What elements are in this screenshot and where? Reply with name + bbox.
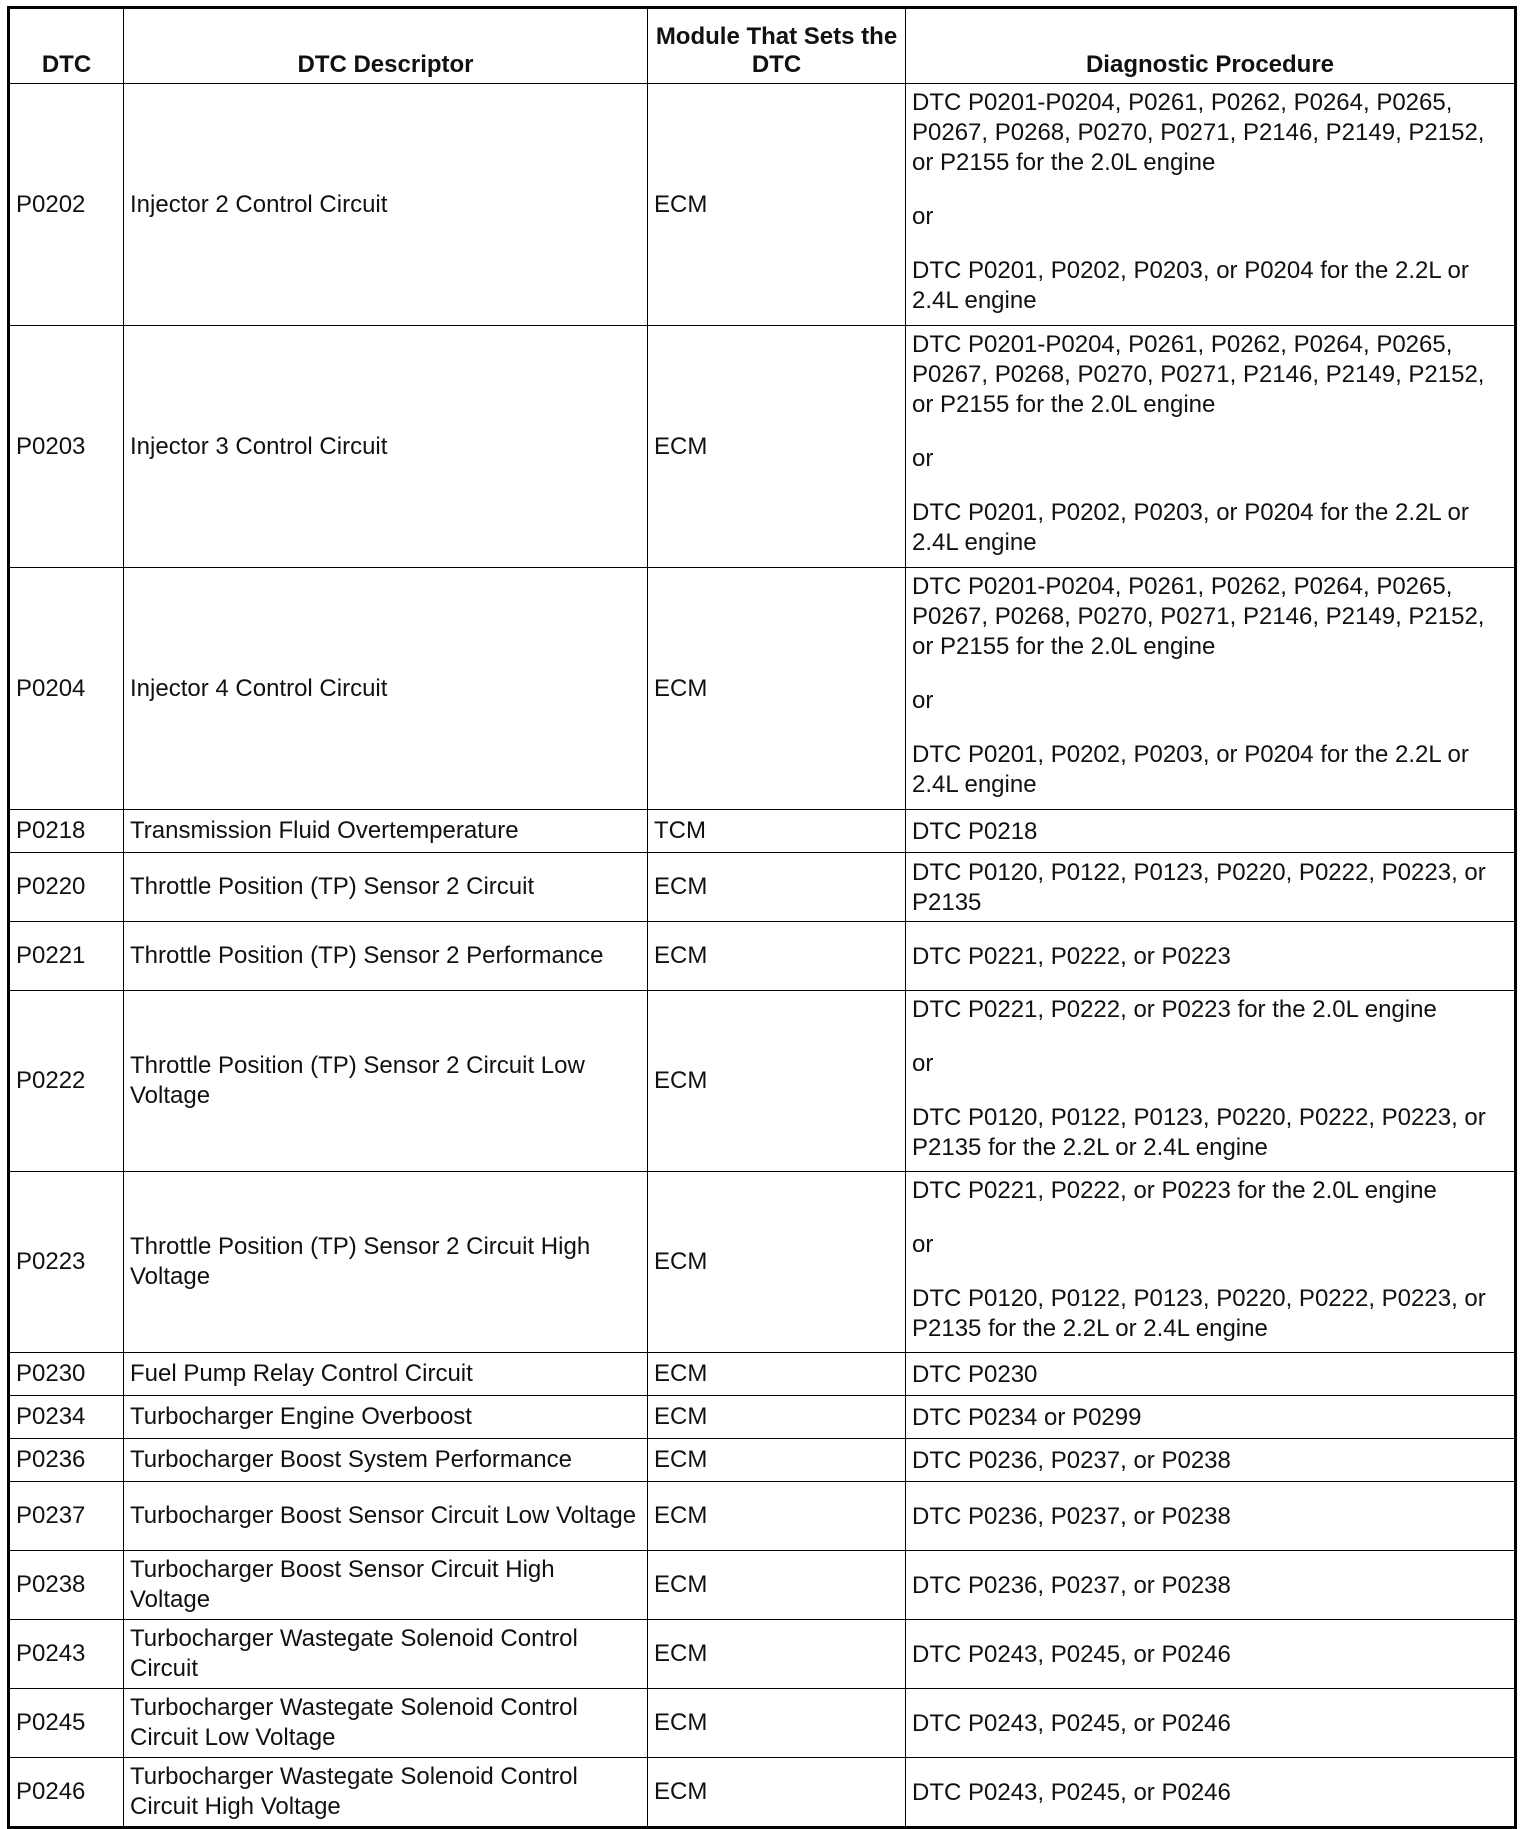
procedure-text: DTC P0230	[912, 1361, 1038, 1388]
procedure-text: DTC P0120, P0122, P0123, P0220, P0222, P0223, or P2135	[912, 859, 1486, 916]
table-row	[9, 991, 1516, 1172]
cell-diagnostic-procedure	[906, 1620, 1516, 1689]
procedure-text: DTC P0243, P0245, or P0246	[912, 1710, 1231, 1737]
cell-descriptor: Turbocharger Boost Sensor Circuit High Voltage	[124, 1551, 648, 1620]
cell-module: TCM	[648, 810, 906, 853]
cell-dtc: P0236	[9, 1439, 124, 1482]
cell-module: ECM	[648, 1551, 906, 1620]
cell-module: ECM	[648, 1620, 906, 1689]
cell-diagnostic-procedure	[906, 1758, 1516, 1828]
cell-diagnostic-procedure	[906, 853, 1516, 922]
cell-descriptor: Turbocharger Engine Overboost	[124, 1396, 648, 1439]
cell-diagnostic-procedure	[906, 810, 1516, 853]
table-row	[9, 1689, 1516, 1758]
cell-descriptor: Throttle Position (TP) Sensor 2 Performance	[124, 922, 648, 991]
table-row	[9, 568, 1516, 810]
cell-dtc: P0218	[9, 810, 124, 853]
cell-dtc: P0202	[9, 84, 124, 326]
cell-descriptor: Transmission Fluid Overtemperature	[124, 810, 648, 853]
cell-diagnostic-procedure	[906, 1482, 1516, 1551]
cell-descriptor: Turbocharger Wastegate Solenoid Control Circuit	[124, 1620, 648, 1689]
procedure-text: DTC P0236, P0237, or P0238	[912, 1503, 1231, 1530]
dtc-table-container	[7, 6, 1517, 1829]
cell-module: ECM	[648, 922, 906, 991]
cell-module: ECM	[648, 1689, 906, 1758]
procedure-or-text: or	[912, 687, 934, 714]
table-row	[9, 922, 1516, 991]
table-row	[9, 810, 1516, 853]
procedure-text: DTC P0120, P0122, P0123, P0220, P0222, P0223, or P2135 for the 2.2L or 2.4L engine	[912, 1285, 1486, 1342]
cell-dtc: P0221	[9, 922, 124, 991]
procedure-text: DTC P0201, P0202, P0203, or P0204 for the 2.2L or 2.4L engine	[912, 499, 1469, 556]
cell-descriptor: Turbocharger Wastegate Solenoid Control Circuit High Voltage	[124, 1758, 648, 1828]
cell-descriptor: Turbocharger Boost Sensor Circuit Low Voltage	[124, 1482, 648, 1551]
table-body	[9, 84, 1516, 1828]
paragraph-gap	[912, 1025, 1508, 1049]
cell-module: ECM	[648, 1396, 906, 1439]
cell-module: ECM	[648, 1439, 906, 1482]
cell-dtc: P0243	[9, 1620, 124, 1689]
procedure-text: DTC P0243, P0245, or P0246	[912, 1779, 1231, 1806]
procedure-text: DTC P0120, P0122, P0123, P0220, P0222, P0223, or P2135 for the 2.2L or 2.4L engine	[912, 1104, 1486, 1161]
cell-module: ECM	[648, 1172, 906, 1353]
cell-dtc: P0234	[9, 1396, 124, 1439]
table-row	[9, 1396, 1516, 1439]
procedure-text: DTC P0236, P0237, or P0238	[912, 1447, 1231, 1474]
cell-module: ECM	[648, 568, 906, 810]
procedure-text: DTC P0221, P0222, or P0223 for the 2.0L engine	[912, 1177, 1437, 1204]
dtc-table	[7, 6, 1517, 1829]
cell-module: ECM	[648, 1482, 906, 1551]
cell-module: ECM	[648, 1353, 906, 1396]
table-row	[9, 1353, 1516, 1396]
procedure-text: DTC P0201, P0202, P0203, or P0204 for the 2.2L or 2.4L engine	[912, 741, 1469, 798]
table-row	[9, 1439, 1516, 1482]
paragraph-gap	[912, 232, 1508, 256]
cell-descriptor: Throttle Position (TP) Sensor 2 Circuit Low Voltage	[124, 991, 648, 1172]
header-dtc-descriptor: DTC Descriptor	[124, 8, 648, 84]
table-row	[9, 84, 1516, 326]
cell-diagnostic-procedure	[906, 1396, 1516, 1439]
cell-dtc: P0223	[9, 1172, 124, 1353]
cell-descriptor: Fuel Pump Relay Control Circuit	[124, 1353, 648, 1396]
procedure-or-text: or	[912, 1231, 934, 1258]
cell-descriptor: Injector 2 Control Circuit	[124, 84, 648, 326]
cell-dtc: P0222	[9, 991, 124, 1172]
cell-descriptor: Injector 4 Control Circuit	[124, 568, 648, 810]
cell-diagnostic-procedure	[906, 922, 1516, 991]
table-row	[9, 326, 1516, 568]
paragraph-gap	[912, 1079, 1508, 1103]
cell-descriptor: Throttle Position (TP) Sensor 2 Circuit	[124, 853, 648, 922]
procedure-text: DTC P0201-P0204, P0261, P0262, P0264, P0265, P0267, P0268, P0270, P0271, P2146, P2149, P2152, or P2155 for the 2.0L engine	[912, 573, 1485, 660]
cell-module: ECM	[648, 326, 906, 568]
cell-diagnostic-procedure	[906, 84, 1516, 326]
cell-diagnostic-procedure	[906, 568, 1516, 810]
table-row	[9, 1551, 1516, 1620]
cell-module: ECM	[648, 84, 906, 326]
paragraph-gap	[912, 716, 1508, 740]
cell-module: ECM	[648, 1758, 906, 1828]
cell-descriptor: Throttle Position (TP) Sensor 2 Circuit High Voltage	[124, 1172, 648, 1353]
procedure-or-text: or	[912, 445, 934, 472]
cell-dtc: P0246	[9, 1758, 124, 1828]
cell-dtc: P0203	[9, 326, 124, 568]
procedure-text: DTC P0221, P0222, or P0223	[912, 943, 1231, 970]
procedure-text: DTC P0218	[912, 818, 1038, 845]
table-header-row	[9, 8, 1516, 84]
cell-diagnostic-procedure	[906, 1689, 1516, 1758]
table-row	[9, 853, 1516, 922]
cell-diagnostic-procedure	[906, 991, 1516, 1172]
procedure-text: DTC P0243, P0245, or P0246	[912, 1641, 1231, 1668]
paragraph-gap	[912, 1260, 1508, 1284]
cell-dtc: P0245	[9, 1689, 124, 1758]
header-module: Module That Sets the DTC	[648, 8, 906, 84]
table-row	[9, 1620, 1516, 1689]
procedure-or-text: or	[912, 203, 934, 230]
cell-descriptor: Injector 3 Control Circuit	[124, 326, 648, 568]
cell-diagnostic-procedure	[906, 1439, 1516, 1482]
cell-dtc: P0238	[9, 1551, 124, 1620]
cell-diagnostic-procedure	[906, 1551, 1516, 1620]
table-row	[9, 1758, 1516, 1828]
cell-diagnostic-procedure	[906, 326, 1516, 568]
procedure-text: DTC P0236, P0237, or P0238	[912, 1572, 1231, 1599]
paragraph-gap	[912, 178, 1508, 202]
procedure-text: DTC P0234 or P0299	[912, 1404, 1142, 1431]
cell-module: ECM	[648, 853, 906, 922]
cell-dtc: P0220	[9, 853, 124, 922]
cell-dtc: P0237	[9, 1482, 124, 1551]
cell-descriptor: Turbocharger Boost System Performance	[124, 1439, 648, 1482]
table-row	[9, 1482, 1516, 1551]
paragraph-gap	[912, 420, 1508, 444]
table-row	[9, 1172, 1516, 1353]
paragraph-gap	[912, 662, 1508, 686]
paragraph-gap	[912, 1206, 1508, 1230]
cell-diagnostic-procedure	[906, 1172, 1516, 1353]
cell-module: ECM	[648, 991, 906, 1172]
procedure-text: DTC P0201, P0202, P0203, or P0204 for the 2.2L or 2.4L engine	[912, 257, 1469, 314]
header-dtc: DTC	[9, 8, 124, 84]
procedure-text: DTC P0221, P0222, or P0223 for the 2.0L engine	[912, 996, 1437, 1023]
procedure-or-text: or	[912, 1050, 934, 1077]
header-diagnostic-procedure: Diagnostic Procedure	[906, 8, 1516, 84]
cell-dtc: P0230	[9, 1353, 124, 1396]
paragraph-gap	[912, 474, 1508, 498]
procedure-text: DTC P0201-P0204, P0261, P0262, P0264, P0265, P0267, P0268, P0270, P0271, P2146, P2149, P2152, or P2155 for the 2.0L engine	[912, 89, 1485, 176]
procedure-text: DTC P0201-P0204, P0261, P0262, P0264, P0265, P0267, P0268, P0270, P0271, P2146, P2149, P2152, or P2155 for the 2.0L engine	[912, 331, 1485, 418]
cell-diagnostic-procedure	[906, 1353, 1516, 1396]
cell-dtc: P0204	[9, 568, 124, 810]
cell-descriptor: Turbocharger Wastegate Solenoid Control Circuit Low Voltage	[124, 1689, 648, 1758]
